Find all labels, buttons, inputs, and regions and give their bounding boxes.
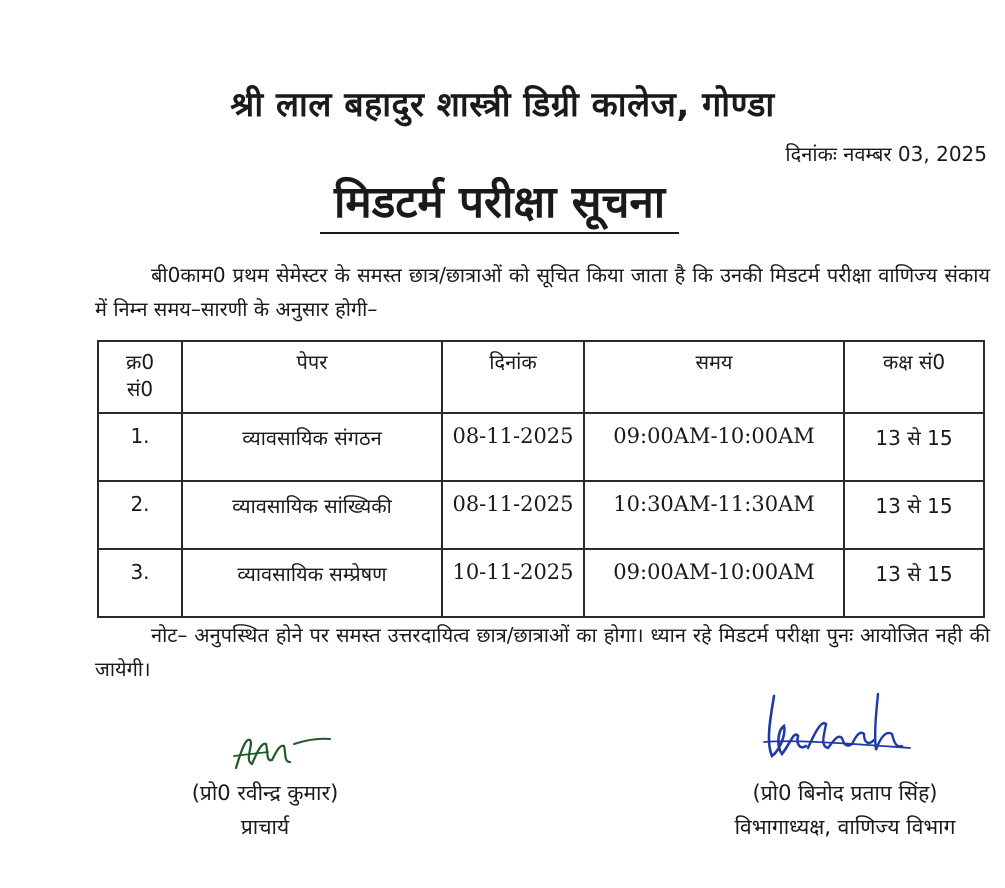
table-row	[98, 549, 984, 617]
cell-date: 10-11-2025	[442, 549, 584, 617]
notice-note: नोट– अनुपस्थित होने पर समस्त उत्तरदायित्व छात्र/छात्राओं का होगा। ध्यान रहे मिडटर्म परीक्षा पुनः आयोजित नही की जायेगी।	[95, 623, 990, 681]
college-name: श्री लाल बहादुर शास्त्री डिग्री कालेज, गोण्डा	[230, 85, 775, 125]
header-room: कक्ष सं0	[844, 341, 984, 413]
cell-time: 09:00AM-10:00AM	[584, 413, 844, 481]
header-date: दिनांक	[442, 341, 584, 413]
cell-paper: व्यावसायिक सम्प्रेषण	[182, 549, 442, 617]
cell-time: 09:00AM-10:00AM	[584, 549, 844, 617]
hod-designation: विभागाध्यक्ष, वाणिज्य विभाग	[734, 815, 956, 839]
header-paper: पेपर	[182, 341, 442, 413]
table-row	[98, 481, 984, 549]
notice-intro: बी0काम0 प्रथम सेमेस्टर के समस्त छात्र/छात्राओं को सूचित किया जाता है कि उनकी मिडटर्म परीक्षा वाणिज्य संकाय में निम्न समय–सारणी के अनुसार होगी–	[95, 263, 990, 321]
notice-title: मिडटर्म परीक्षा सूचना	[320, 170, 679, 234]
header-serial	[98, 341, 182, 413]
cell-room: 13 से 15	[844, 549, 984, 617]
cell-room: 13 से 15	[844, 413, 984, 481]
header-time: समय	[584, 341, 844, 413]
cell-serial: 3.	[98, 549, 182, 617]
exam-schedule-table	[97, 340, 985, 618]
hod-block	[700, 776, 990, 844]
principal-designation: प्राचार्य	[240, 815, 290, 839]
principal-block	[160, 776, 370, 844]
table-row	[98, 413, 984, 481]
header-serial-line1: क्र0	[125, 350, 155, 374]
principal-signature	[228, 730, 338, 780]
table-header-row	[98, 341, 984, 413]
hod-name: (प्रो0 बिनोद प्रताप सिंह)	[752, 781, 938, 805]
cell-serial: 1.	[98, 413, 182, 481]
notice-date: दिनांकः नवम्बर 03, 2025	[785, 142, 987, 166]
hod-signature	[760, 690, 940, 770]
cell-serial: 2.	[98, 481, 182, 549]
cell-paper: व्यावसायिक सांख्यिकी	[182, 481, 442, 549]
cell-room: 13 से 15	[844, 481, 984, 549]
cell-paper: व्यावसायिक संगठन	[182, 413, 442, 481]
cell-date: 08-11-2025	[442, 413, 584, 481]
cell-time: 10:30AM-11:30AM	[584, 481, 844, 549]
cell-date: 08-11-2025	[442, 481, 584, 549]
header-serial-line2: सं0	[126, 377, 154, 401]
principal-name: (प्रो0 रवीन्द्र कुमार)	[191, 781, 339, 805]
